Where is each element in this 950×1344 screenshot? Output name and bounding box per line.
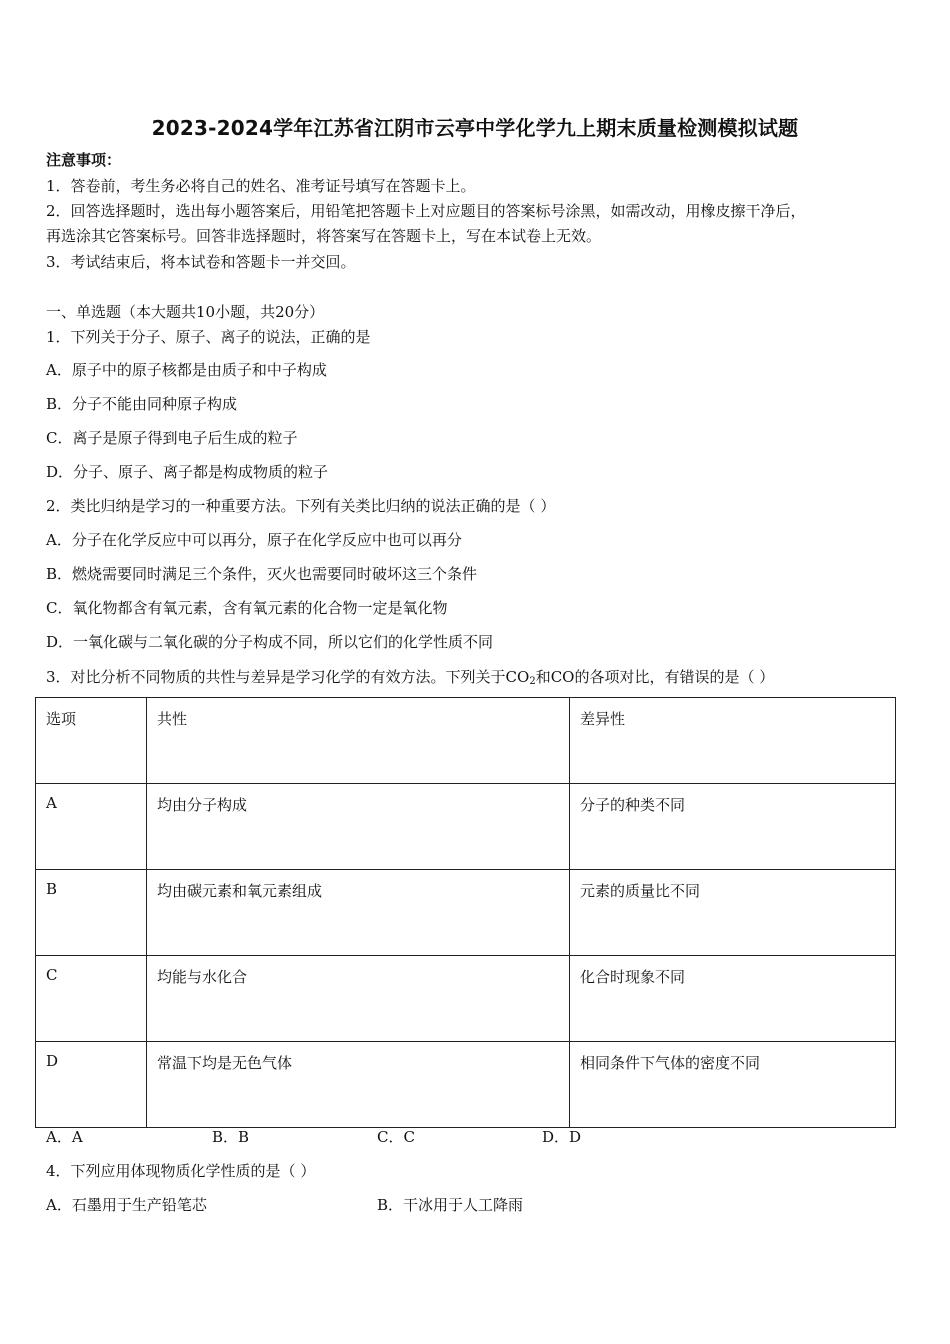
table-cell: A (36, 784, 147, 870)
question-3-stem: 3．对比分析不同物质的共性与差异是学习化学的有效方法。下列关于$CO_2$和CO的各项对比，有错误的是（ ） (46, 668, 775, 687)
table-cell: 均能与水化合 (147, 956, 570, 1042)
question-2-stem: 2．类比归纳是学习的一种重要方法。下列有关类比归纳的说法正确的是（ ） (46, 497, 556, 515)
table-cell: 常温下均是无色气体 (147, 1042, 570, 1128)
table-header-row (36, 698, 896, 784)
table-cell: B (36, 870, 147, 956)
question-1-option-d: D．分子、原子、离子都是构成物质的粒子 (46, 463, 329, 481)
exam-title: 2023-2024学年江苏省江阴市云亭中学化学九上期末质量检测模拟试题 (151, 116, 799, 140)
table-header-cell: 选项 (36, 698, 147, 784)
question-3-option-c: C．C (377, 1128, 415, 1146)
question-1-option-c: C．离子是原子得到电子后生成的粒子 (46, 429, 298, 447)
question-3-option-d: D．D (542, 1128, 582, 1146)
notice-item: 2．回答选择题时，选出每小题答案后，用铅笔把答题卡上对应题目的答案标号涂黑，如需改动，用橡皮擦干净后， (46, 202, 806, 220)
question-2-option-a: A．分子在化学反应中可以再分，原子在化学反应中也可以再分 (46, 531, 462, 549)
table-header-cell: 共性 (147, 698, 570, 784)
table-header-cell: 差异性 (570, 698, 896, 784)
question-2-option-d: D．一氧化碳与二氧化碳的分子构成不同，所以它们的化学性质不同 (46, 633, 494, 651)
table-cell: 均由碳元素和氧元素组成 (147, 870, 570, 956)
notice-item: 再选涂其它答案标号。回答非选择题时，将答案写在答题卡上，写在本试卷上无效。 (46, 227, 602, 245)
question-3-option-a: A．A (46, 1128, 83, 1146)
table-row (36, 870, 896, 956)
table-cell: 元素的质量比不同 (570, 870, 896, 956)
question-4-stem: 4．下列应用体现物质化学性质的是（ ） (46, 1162, 316, 1180)
question-1-option-b: B．分子不能由同种原子构成 (46, 395, 238, 413)
question-3-option-b: B．B (212, 1128, 250, 1146)
table-cell: C (36, 956, 147, 1042)
table-row (36, 956, 896, 1042)
question-2-option-c: C．氧化物都含有氧元素，含有氧元素的化合物一定是氧化物 (46, 599, 448, 617)
question-4-option-a: A．石墨用于生产铅笔芯 (46, 1196, 207, 1214)
question-4-option-b: B．干冰用于人工降雨 (377, 1196, 524, 1214)
table-row (36, 784, 896, 870)
question-1-option-a: A．原子中的原子核都是由质子和中子构成 (46, 361, 327, 379)
question-1-stem: 1．下列关于分子、原子、离子的说法，正确的是 (46, 328, 371, 346)
section-heading: 一、单选题（本大题共10小题，共20分） (46, 303, 325, 321)
notice-heading: 注意事项： (46, 151, 122, 169)
table-cell: 相同条件下气体的密度不同 (570, 1042, 896, 1128)
question-2-option-b: B．燃烧需要同时满足三个条件，灭火也需要同时破坏这三个条件 (46, 565, 478, 583)
table-cell: 分子的种类不同 (570, 784, 896, 870)
table-row (36, 1042, 896, 1128)
table-cell: 均由分子构成 (147, 784, 570, 870)
notice-item: 3．考试结束后，将本试卷和答题卡一并交回。 (46, 253, 356, 271)
table-cell: D (36, 1042, 147, 1128)
comparison-table (35, 697, 896, 1128)
notice-item: 1．答卷前，考生务必将自己的姓名、准考证号填写在答题卡上。 (46, 177, 476, 195)
table-cell: 化合时现象不同 (570, 956, 896, 1042)
